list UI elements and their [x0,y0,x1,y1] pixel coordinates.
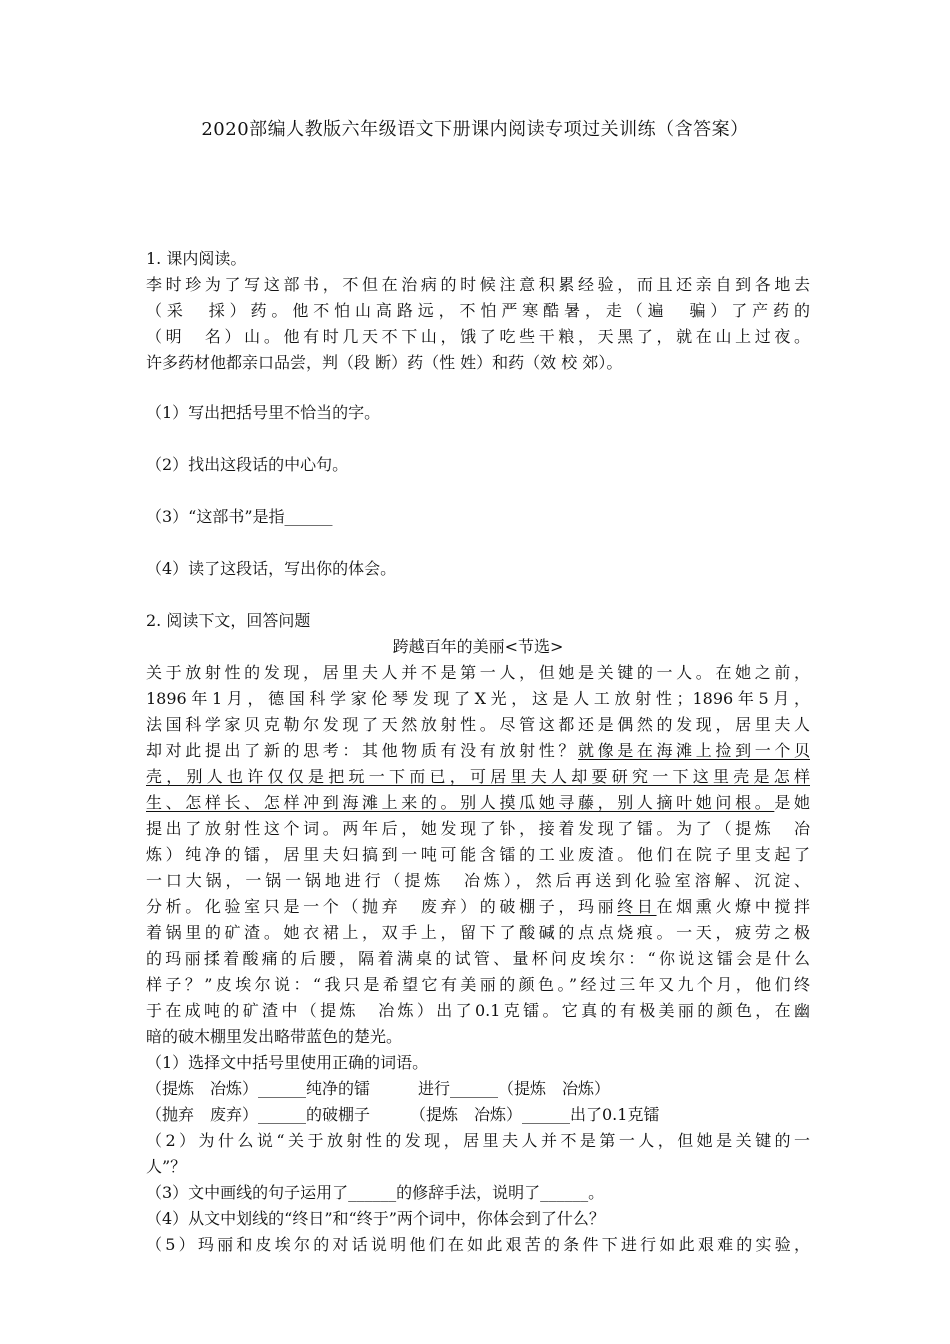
q1-subquestion-4: （4）读了这段话，写出你的体会。 [146,559,397,578]
q2-question-line: （抛弃 废弃）______的破棚子 （提炼 冶炼）______出了0.1克镭 [146,1105,660,1124]
passage-text: 提出了放射性这个词。两年后，她发现了钋，接着发现了镭。为了（提炼 冶 [146,819,810,838]
q2-passage-line [146,894,810,920]
q2-passage-line [146,738,810,764]
passage-text: 1896年1月，德国科学家伦琴发现了X光，这是人工放射性；1896年5月， [146,689,810,708]
q2-passage-line [146,686,810,712]
passage-text: 样子？”皮埃尔说：“我只是希望它有美丽的颜色。”经过三年又九个月，他们终 [146,975,810,994]
passage-text: 着锅里的矿渣。她衣裙上，双手上，留下了酸碱的点点烧痕。一天，疲劳之极 [146,923,810,942]
q2-passage-line [146,790,810,816]
q2-question-line: （4）从文中划线的“终日”和“终于”两个词中，你体会到了什么？ [146,1209,605,1228]
q1-passage-line: （明 名）山。他有时几天不下山，饿了吃些干粮，天黑了，就在山上过夜。 [146,327,810,346]
q2-passage-line [146,920,810,946]
q2-passage-line [146,946,810,972]
passage-text: 炼）纯净的镭，居里夫妇搞到一吨可能含镭的工业废渣。他们在院子里支起了 [146,845,810,864]
passage-text: 分析。化验室只是一个（抛弃 废弃）的破棚子，玛丽 [146,897,618,916]
q2-question-line: （2）为什么说“关于放射性的发现，居里夫人并不是第一人，但她是关键的一 [146,1131,810,1150]
question-2-heading: 2. 阅读下文，回答问题 [146,611,311,630]
q2-passage-line [146,842,810,868]
q1-passage-line: （采 採）药。他不怕山高路远，不怕严寒酷暑，走（遍 骗）了产药的 [146,301,810,320]
passage-text: 法国科学家贝克勒尔发现了天然放射性。尽管这都还是偶然的发现，居里夫人 [146,715,810,734]
q1-subquestion-2: （2）找出这段话的中心句。 [146,455,349,474]
q2-passage-line [146,1024,810,1050]
underlined-text: 就像是在海滩上捡到一个贝 [577,741,810,760]
passage-text: 是她 [774,793,810,812]
q2-passage-line [146,868,810,894]
q2-passage-line [146,998,810,1024]
q2-passage-line [146,764,810,790]
underlined-text: 壳，别人也许仅仅是把玩一下而已，可居里夫人却要研究一下这里壳是怎样 [146,767,810,786]
passage-text: 一口大锅，一锅一锅地进行（提炼 冶炼），然后再送到化验室溶解、沉淀、 [146,871,810,890]
q1-passage-line: 李时珍为了写这部书，不但在治病的时候注意积累经验，而且还亲自到各地去 [146,275,810,294]
q2-question-line: （3）文中画线的句子运用了______的修辞手法，说明了______。 [146,1183,605,1202]
passage-text: 暗的破木棚里发出略带蓝色的楚光。 [146,1027,403,1046]
q1-passage-line: 许多药材他都亲口品尝，判（段 断）药（性 姓）和药（效 校 郊）。 [146,353,623,372]
passage-text: 却对此提出了新的思考：其他物质有没有放射性？ [146,741,578,760]
question-1-heading: 1. 课内阅读。 [146,249,247,268]
underlined-text: 终日 [617,897,657,916]
page-title: 2020部编人教版六年级语文下册课内阅读专项过关训练（含答案） [201,119,749,140]
q2-passage-line [146,816,810,842]
q2-passage-line [146,660,810,686]
q2-questions [146,1050,810,1258]
q1-subquestion-3: （3）“这部书”是指______ [146,507,333,526]
q2-question-line: 人”？ [146,1157,187,1176]
underlined-text: 生、怎样长、怎样冲到海滩上来的。别人摸瓜她寻藤，别人摘叶她问根。 [146,793,775,812]
q2-passage [146,660,810,1050]
q2-question-line: （5）玛丽和皮埃尔的对话说明他们在如此艰苦的条件下进行如此艰难的实验， [146,1235,810,1254]
passage-text: 于在成吨的矿渣中（提炼 冶炼）出了0.1克镭。它真的有极美丽的颜色，在幽 [146,1001,810,1020]
q2-question-line: （1）选择文中括号里使用正确的词语。 [146,1053,429,1072]
passage-text: 的玛丽揉着酸痛的后腰，隔着满桌的试管、量杯问皮埃尔：“你说这镭会是什么 [146,949,810,968]
document-body [146,246,810,1258]
passage-title: 跨越百年的美丽<节选> [392,637,564,656]
passage-text: 关于放射性的发现，居里夫人并不是第一人，但她是关键的一人。在她之前， [146,663,810,682]
q2-question-line: （提炼 冶炼）______纯净的镭 进行______（提炼 冶炼） [146,1079,611,1098]
q2-passage-line [146,712,810,738]
q2-passage-line [146,972,810,998]
passage-text: 在烟熏火燎中搅拌 [656,897,810,916]
q1-subquestion-1: （1）写出把括号里不恰当的字。 [146,403,381,422]
